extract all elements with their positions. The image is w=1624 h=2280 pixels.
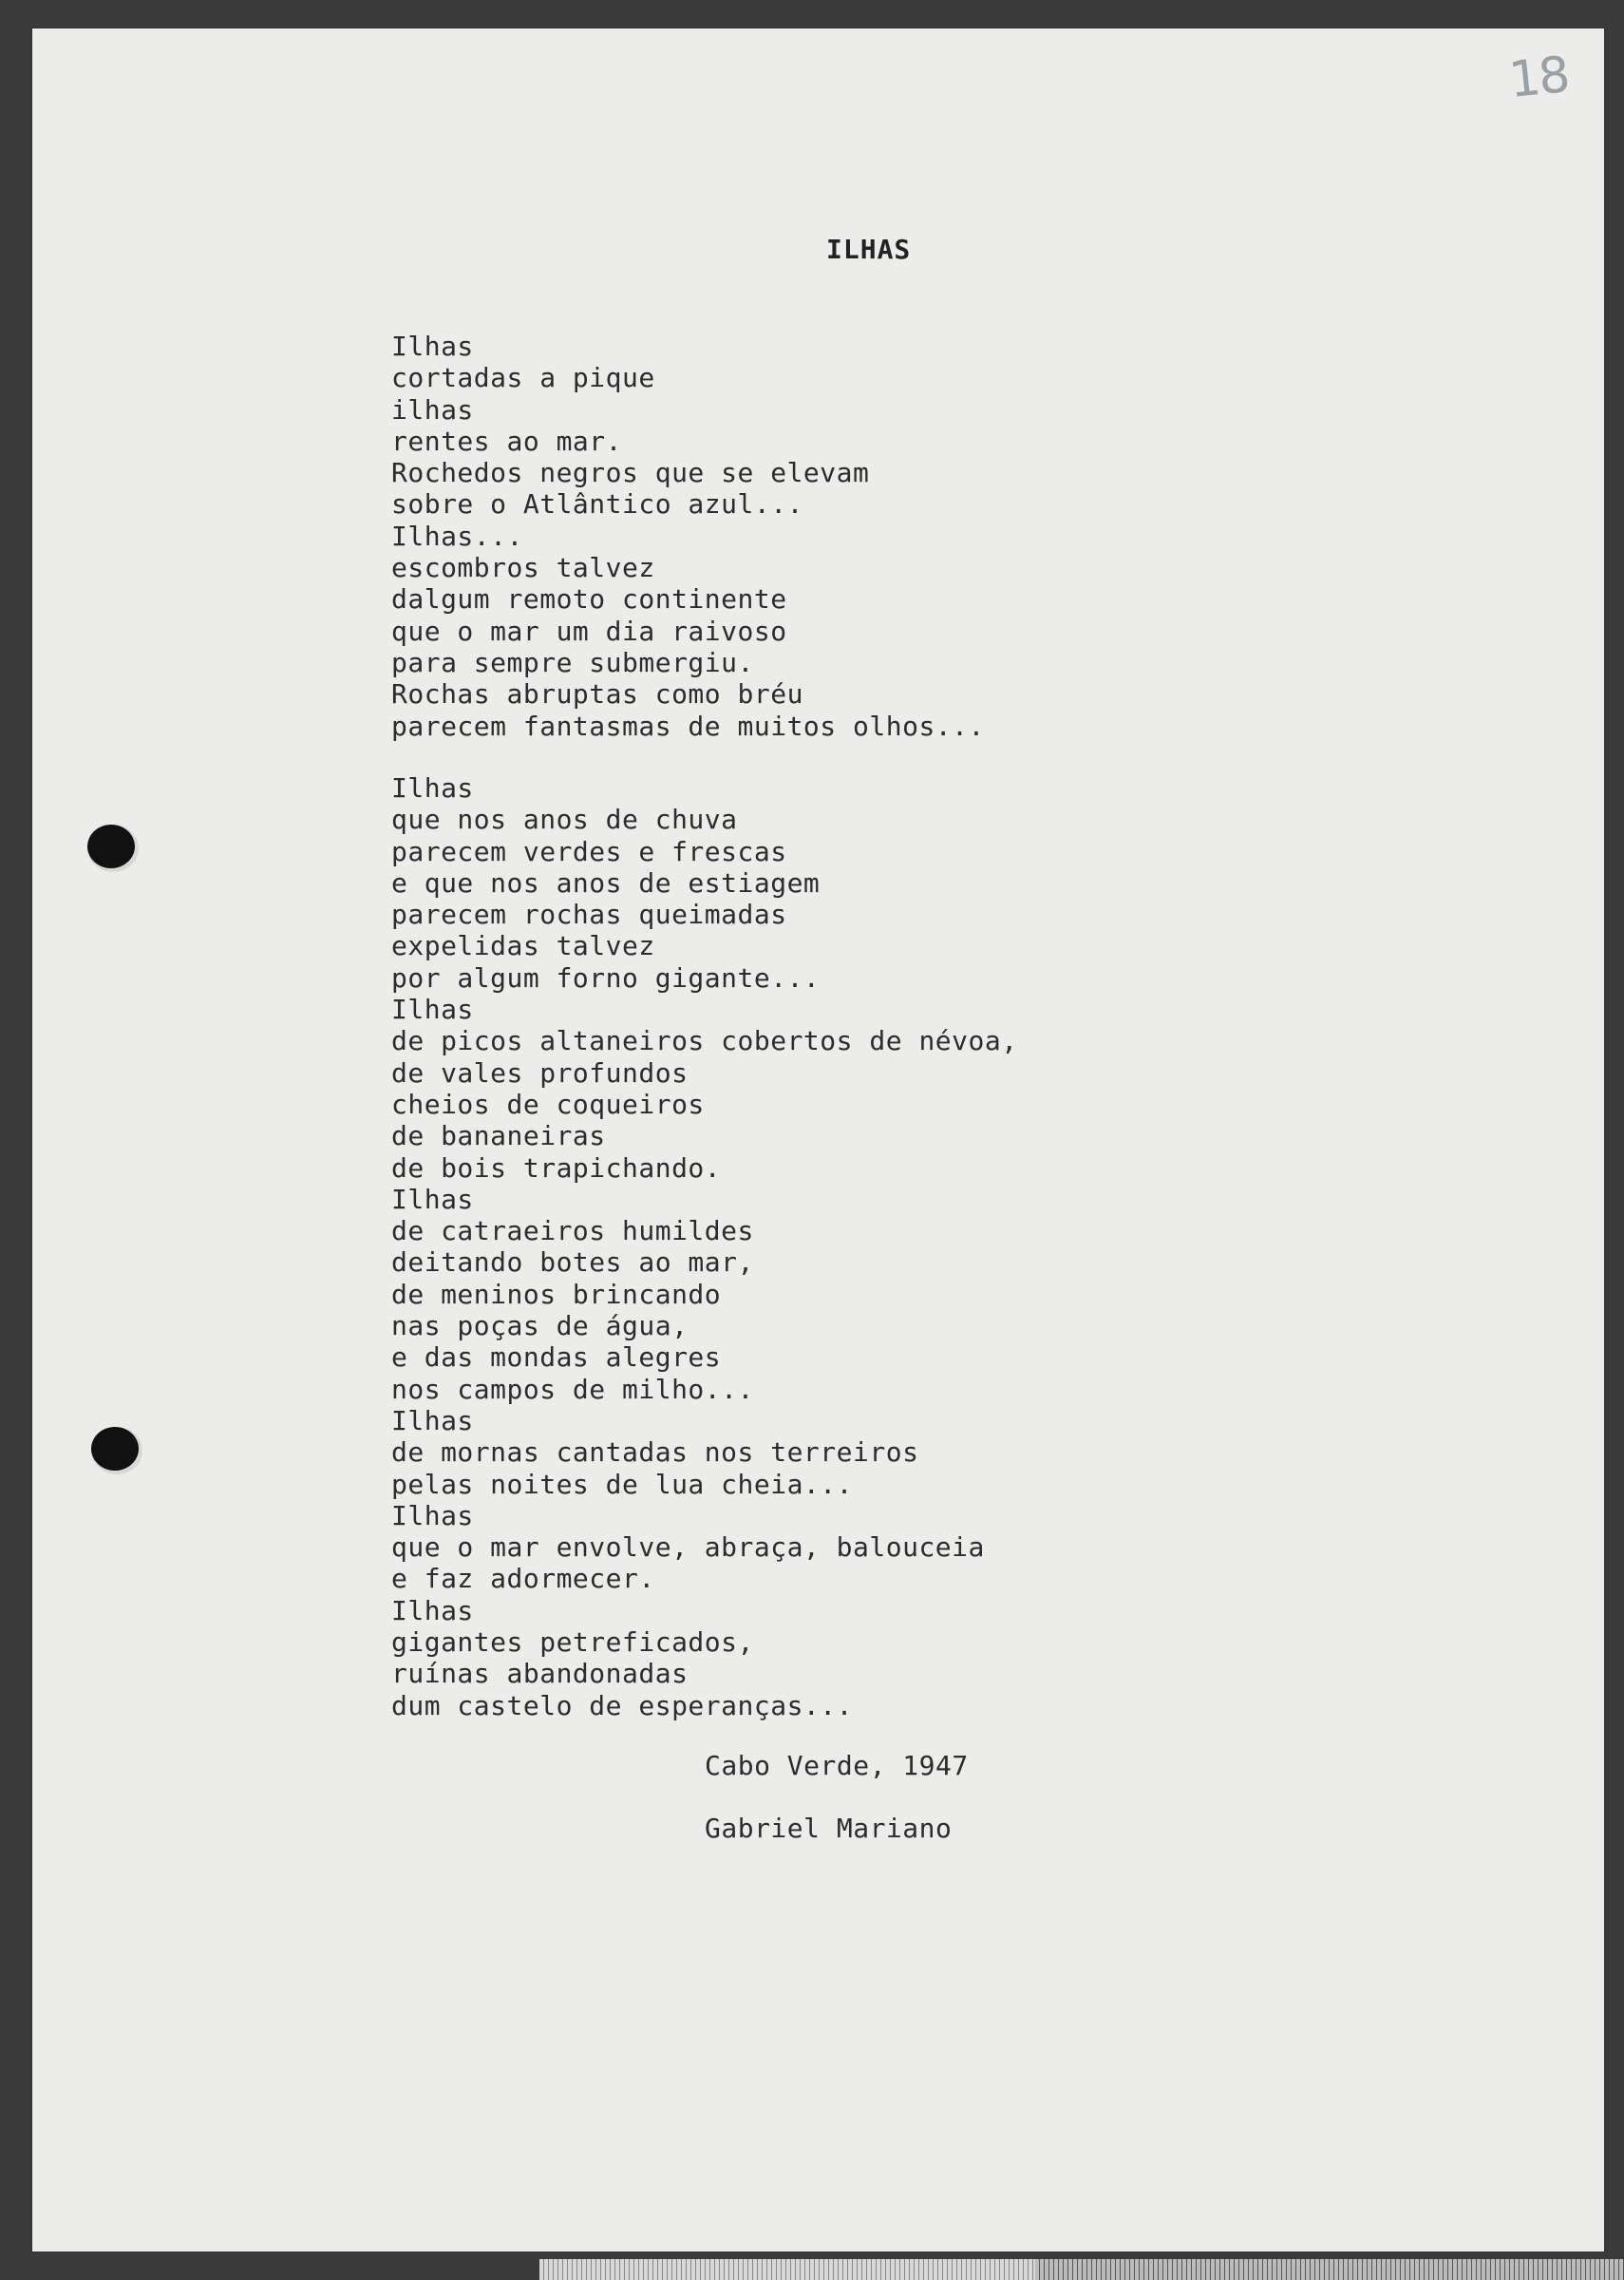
poem-line: que o mar um dia raivoso (391, 615, 787, 647)
poem-line: Ilhas (391, 1594, 474, 1626)
poem-line: Ilhas (391, 772, 474, 804)
poem-line: ilhas (391, 393, 474, 426)
poem-line: escombros talvez (391, 552, 655, 584)
punch-hole (91, 1427, 139, 1471)
poem-line: rentes ao mar. (391, 425, 623, 457)
poem-line: e faz adormecer. (391, 1563, 655, 1595)
ruler-scale (539, 2259, 1624, 2280)
poem-line: de vales profundos (391, 1056, 689, 1089)
poem-title: ILHAS (826, 234, 912, 265)
poem-line: ruínas abandonadas (391, 1658, 689, 1690)
poem-line: e das mondas alegres (391, 1341, 722, 1374)
poem-line: de catraeiros humildes (391, 1215, 754, 1247)
poem-line: nas poças de água, (391, 1310, 689, 1342)
poem-line: dalgum remoto continente (391, 583, 787, 616)
punch-hole (87, 825, 135, 868)
poem-line: para sempre submergiu. (391, 646, 754, 678)
poem-line: sobre o Atlântico azul... (391, 488, 803, 521)
poem-line: expelidas talvez (391, 930, 655, 962)
ruler-scale-dark (1035, 2259, 1624, 2280)
handwritten-page-number: 18 (1505, 46, 1571, 110)
poem-line: que nos anos de chuva (391, 804, 738, 836)
poem-line: Ilhas (391, 331, 474, 362)
poem-line: Ilhas... (391, 520, 523, 552)
poem-line: parecem rochas queimadas (391, 899, 787, 931)
poem-line: nos campos de milho... (391, 1373, 754, 1405)
poem-line: cheios de coqueiros (391, 1088, 705, 1120)
poem-line: de mornas cantadas nos terreiros (391, 1436, 919, 1469)
poem-line: Rochas abruptas como bréu (391, 678, 803, 711)
poem-line: e que nos anos de estiagem (391, 866, 821, 899)
poem-line: Ilhas (391, 1499, 474, 1531)
poem-line: dum castelo de esperanças... (391, 1689, 854, 1721)
poem-line: parecem fantasmas de muitos olhos... (391, 710, 985, 742)
poem-line: pelas noites de lua cheia... (391, 1468, 854, 1500)
stanza-2 (391, 772, 1018, 1721)
poem-line: Ilhas (391, 1183, 474, 1215)
poem-line: de bananeiras (391, 1120, 606, 1152)
author-name: Gabriel Mariano (705, 1813, 953, 1844)
poem-line: por algum forno gigante... (391, 961, 821, 994)
poem-line: Ilhas (391, 994, 474, 1026)
poem-line: Rochedos negros que se elevam (391, 457, 870, 489)
poem-line: de bois trapichando. (391, 1151, 722, 1184)
poem-line: cortadas a pique (391, 362, 655, 394)
poem-line: que o mar envolve, abraça, balouceia (391, 1531, 985, 1564)
document-page (32, 28, 1604, 2252)
poem-line: deitando botes ao mar, (391, 1246, 754, 1279)
poem-line: Ilhas (391, 1404, 474, 1436)
poem-line: parecem verdes e frescas (391, 835, 787, 867)
stanza-1 (391, 331, 985, 742)
poem-line: de meninos brincando (391, 1278, 722, 1310)
poem-line: gigantes petreficados, (391, 1626, 754, 1659)
poem-line: de picos altaneiros cobertos de névoa, (391, 1025, 1018, 1057)
place-date: Cabo Verde, 1947 (705, 1750, 969, 1781)
